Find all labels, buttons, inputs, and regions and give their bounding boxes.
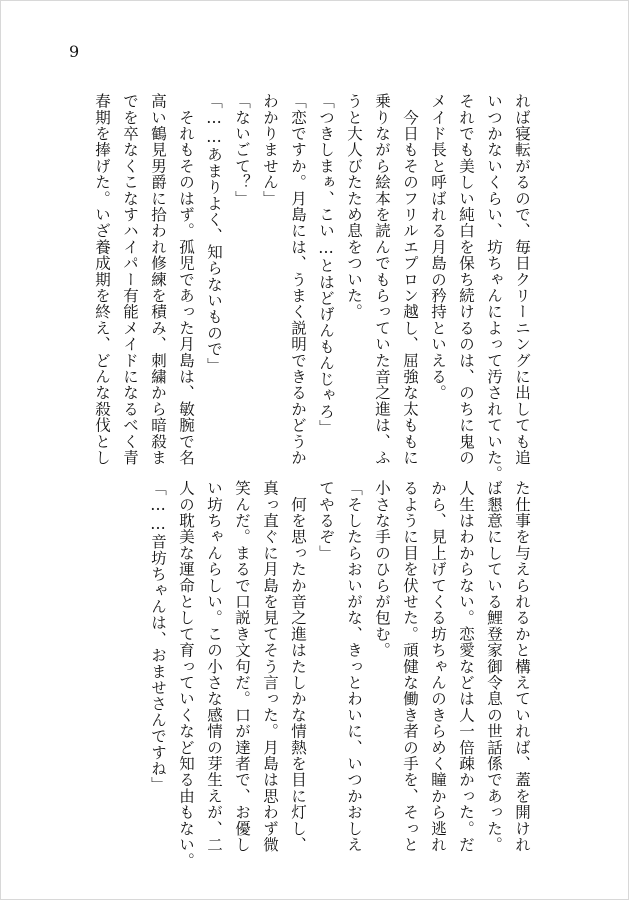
text-line: た仕事を与えられるかと構えていれば、蓋を開けれ — [513, 480, 531, 853]
dialogue-line: 「つきしまぁ、こい…とはどげんもんじゃろ」 — [317, 93, 335, 436]
dialogue-line: 「そしたらおいがな、きっとわいに、いつかおしえ — [345, 480, 363, 853]
text-line: から、見上げてくる坊ちゃんのきらめく瞳から逃れ — [429, 480, 447, 853]
text-line: 人の耽美な運命として育っていくなど知る由もない。 — [177, 480, 195, 869]
page-number: 9 — [69, 42, 80, 61]
text-line: 小さな手のひらが包む。 — [373, 480, 391, 659]
text-line: 乗りながら絵本を読んでもらっていた音之進は、ふ — [373, 93, 391, 466]
text-line: それもそのはず。孤児であった月島は、敏腕で名 — [177, 93, 195, 466]
text-line: ば懇意にしている鯉登家御令息の世話係であった。 — [485, 480, 503, 853]
dialogue-line: 「……音坊ちゃんは、おませさんですね」 — [149, 480, 167, 793]
text-line: い坊ちゃんらしい。この小さな感情の芽生えが、二 — [205, 480, 223, 853]
dialogue-line: わかりません」 — [261, 93, 279, 207]
text-line: 人生はわからない。恋愛などは人一倍疎かった。だ — [457, 480, 475, 853]
dialogue-line: 「ないごて？」 — [233, 93, 251, 207]
text-line: うと大人びたため息をついた。 — [345, 93, 363, 320]
dialogue-line: 「恋ですか。月島には、うまく説明できるかどうか — [289, 93, 307, 466]
dialogue-line: 「……あまりよく、知らないもので」 — [205, 93, 223, 374]
text-line: 高い鶴見男爵に拾われ修練を積み、刺繍から暗殺ま — [149, 93, 167, 466]
text-line: メイド長と呼ばれる月島の矜持といえる。 — [429, 93, 447, 401]
dialogue-line: てやるぞ」 — [317, 480, 335, 561]
top-text-block — [88, 93, 536, 482]
text-line: 何を思ったか音之進はたしかな情熱を目に灯し、 — [289, 480, 307, 853]
text-line: 春期を捧げた。いざ養成期を終え、どんな殺伐とし — [93, 93, 111, 466]
text-line: いつかないくらい、坊ちゃんによって汚されていた。 — [485, 93, 503, 482]
text-line: でを卒なくこなすハイパー有能メイドになるべく青 — [121, 93, 139, 466]
bottom-text-block — [144, 480, 536, 869]
text-line: るように目を伏せた。頑健な働き者の手を、そっと — [401, 480, 419, 853]
text-line: それでも美しい純白を保ち続けるのは、のちに鬼の — [457, 93, 475, 466]
text-line: れば寝転がるので、毎日クリーニングに出しても追 — [513, 93, 531, 466]
text-line: 真っ直ぐに月島を見てそう言った。月島は思わず微 — [261, 480, 279, 853]
text-line: 笑んだ。まるで口説き文句だ。口が達者で、お優し — [233, 480, 251, 853]
text-line: 今日もそのフリルエプロン越し、屈強な太ももに — [401, 93, 419, 466]
